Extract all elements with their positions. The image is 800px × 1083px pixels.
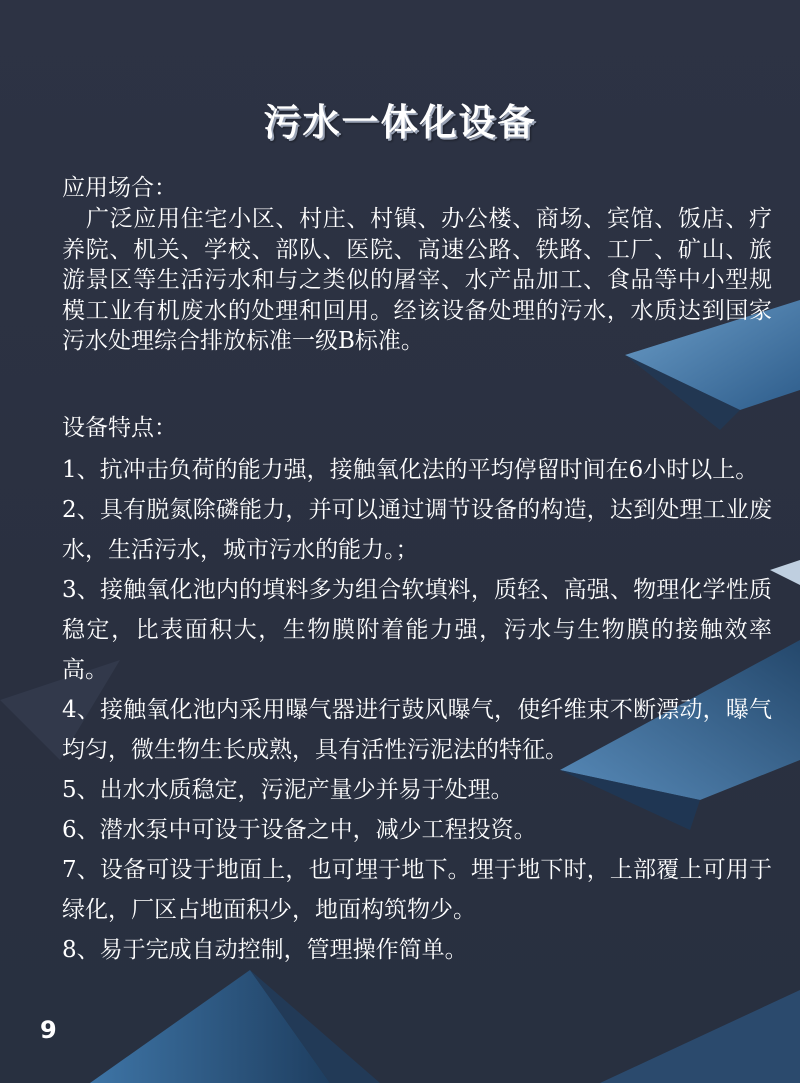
page-number: 9 [40, 1016, 57, 1044]
feature-item-7: 7、设备可设于地面上，也可埋于地下。埋于地下时，上部覆上可用于绿化，厂区占地面积少，地面构筑物少。 [62, 856, 772, 923]
feature-item-4: 4、接触氧化池内采用曝气器进行鼓风曝气，使纤维束不断漂动，曝气均匀，微生物生长成熟，具有活性污泥法的特征。 [62, 696, 772, 763]
feature-item-2: 2、具有脱氮除磷能力，并可以通过调节设备的构造，达到处理工业废水，生活污水，城市污水的能力。； [62, 496, 772, 563]
application-heading: 应用场合： [62, 175, 177, 201]
feature-item-8: 8、易于完成自动控制，管理操作简单。 [62, 936, 468, 963]
blue-shard-bottom-right [600, 990, 800, 1083]
application-text: 广泛应用住宅小区、村庄、村镇、办公楼、商场、宾馆、饭店、疗养院、机关、学校、部队、医院、高速公路、铁路、工厂、矿山、旅游景区等生活污水和与之类似的屠宰、水产品加工、食品等中小型规模工业有机废水的处理和回用。经该设备处理的污水，水质达到国家污水处理综合排放标准一级B标准。 [62, 206, 772, 354]
features-heading: 设备特点： [62, 414, 177, 441]
content-body [62, 172, 772, 970]
section-gap [62, 357, 772, 412]
feature-item-3: 3、接触氧化池内的填料多为组合软填料，质轻、高强、物理化学性质稳定，比表面积大，生物膜附着能力强，污水与生物膜的接触效率高。 [62, 576, 772, 683]
page-title: 污水一体化设备 [263, 100, 537, 144]
feature-item-5: 5、出水水质稳定，污泥产量少并易于处理。 [62, 776, 514, 803]
feature-item-6: 6、潜水泵中可设于设备之中，减少工程投资。 [62, 816, 537, 843]
feature-item-1: 1、抗冲击负荷的能力强，接触氧化法的平均停留时间在6小时以上。 [62, 456, 759, 483]
light-shard-right [770, 560, 800, 585]
